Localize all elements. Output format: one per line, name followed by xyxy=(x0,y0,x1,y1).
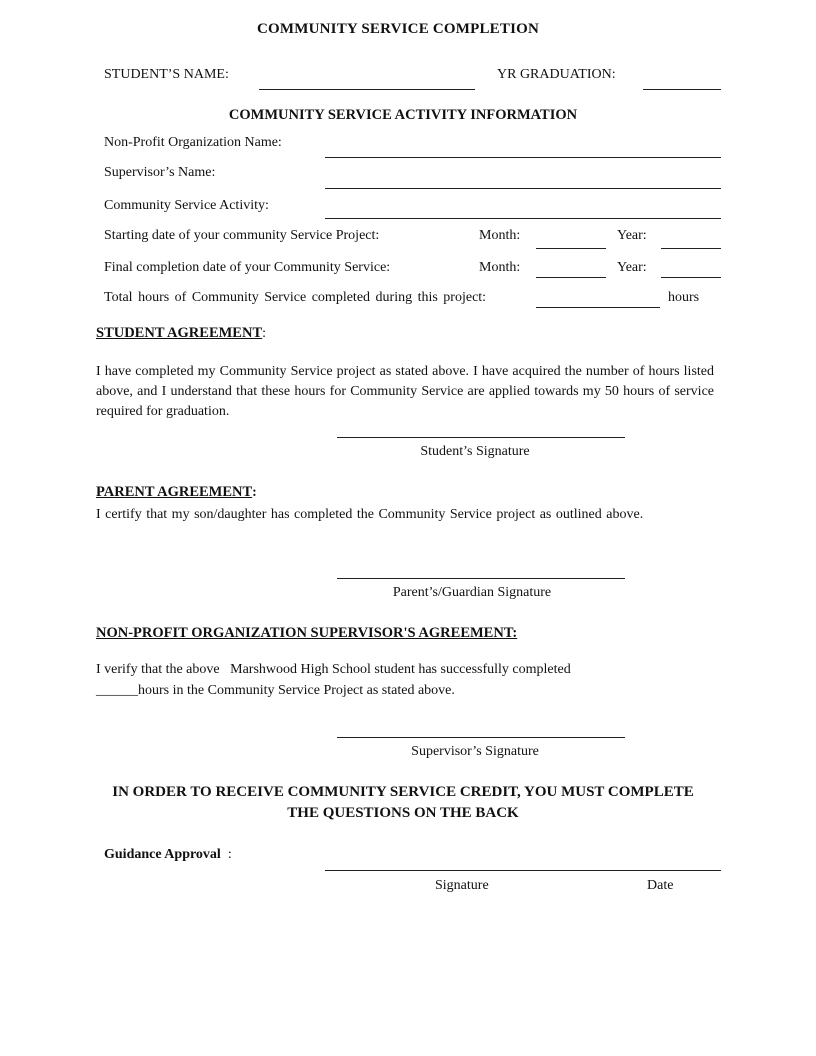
parent-agreement-heading xyxy=(96,484,257,501)
parent-agreement-colon: : xyxy=(252,485,257,500)
student-agreement-title: STUDENT AGREEMENT xyxy=(96,325,263,341)
supervisor-signature-line[interactable] xyxy=(337,737,625,738)
student-name-field[interactable] xyxy=(259,89,475,90)
activity-field[interactable] xyxy=(325,218,721,219)
hours-suffix: hours xyxy=(668,290,700,305)
activity-heading: COMMUNITY SERVICE ACTIVITY INFORMATION xyxy=(228,107,578,123)
guidance-signature-label: Signature xyxy=(435,878,489,893)
student-agreement-text: I have completed my Community Service project as stated above. I have acquired the number of hours listed above, and I understand that these hours for Community Service are applied towards my 50 hours of service required for graduation. xyxy=(96,364,714,419)
final-month-field[interactable] xyxy=(536,277,606,278)
final-year-field[interactable] xyxy=(661,277,721,278)
start-year-label: Year: xyxy=(617,228,647,243)
parent-signature-label: Parent’s/Guardian Signature xyxy=(392,585,552,600)
student-signature-line[interactable] xyxy=(337,437,625,438)
guidance-signature-line[interactable] xyxy=(325,870,721,871)
supervisor-signature-label: Supervisor’s Signature xyxy=(411,744,539,759)
parent-agreement-text: I certify that my son/daughter has completed the Community Service project as outlined above. xyxy=(96,507,644,522)
yr-graduation-label: YR GRADUATION: xyxy=(497,67,616,82)
activity-label: Community Service Activity: xyxy=(104,198,269,213)
supervisor-name-label: Supervisor’s Name: xyxy=(104,165,216,180)
student-agreement-colon: : xyxy=(262,326,267,341)
start-month-label: Month: xyxy=(479,228,521,243)
parent-agreement-title: PARENT AGREEMENT xyxy=(96,484,253,500)
guidance-approval-title: Guidance Approval xyxy=(104,847,221,862)
start-date-label: Starting date of your community Service Project: xyxy=(104,228,380,243)
student-agreement-heading xyxy=(96,325,266,342)
total-hours-field[interactable] xyxy=(536,307,660,308)
final-date-label: Final completion date of your Community Service: xyxy=(104,260,391,275)
guidance-date-label: Date xyxy=(647,878,674,893)
final-year-label: Year: xyxy=(617,260,647,275)
final-month-label: Month: xyxy=(479,260,521,275)
page-title: COMMUNITY SERVICE COMPLETION xyxy=(256,21,540,37)
student-name-label: STUDENT’S NAME: xyxy=(104,67,229,82)
guidance-approval-label xyxy=(104,847,232,863)
notice-line-1: IN ORDER TO RECEIVE COMMUNITY SERVICE CREDIT, YOU MUST COMPLETE xyxy=(112,784,694,800)
yr-graduation-field[interactable] xyxy=(643,89,721,90)
notice-line-2: THE QUESTIONS ON THE BACK xyxy=(287,805,519,821)
total-hours-label: Total hours of Community Service completed during this project: xyxy=(104,290,487,305)
supervisor-agreement-line2-text: hours in the Community Service Project as stated above. xyxy=(138,683,455,698)
start-month-field[interactable] xyxy=(536,248,606,249)
supervisor-agreement-line2 xyxy=(96,683,455,699)
org-name-field[interactable] xyxy=(325,157,721,158)
start-year-field[interactable] xyxy=(661,248,721,249)
guidance-approval-colon: : xyxy=(227,847,232,862)
supervisor-name-field[interactable] xyxy=(325,188,721,189)
supervisor-hours-blank[interactable]: ______ xyxy=(96,683,138,698)
parent-signature-line[interactable] xyxy=(337,578,625,579)
back-questions-notice xyxy=(96,782,710,824)
supervisor-agreement-heading: NON-PROFIT ORGANIZATION SUPERVISOR'S AGREEMENT: xyxy=(96,625,518,641)
org-name-label: Non-Profit Organization Name: xyxy=(104,135,282,150)
student-signature-label: Student’s Signature xyxy=(420,444,530,459)
supervisor-agreement-line1: I verify that the above Marshwood High School student has successfully completed xyxy=(96,662,571,677)
